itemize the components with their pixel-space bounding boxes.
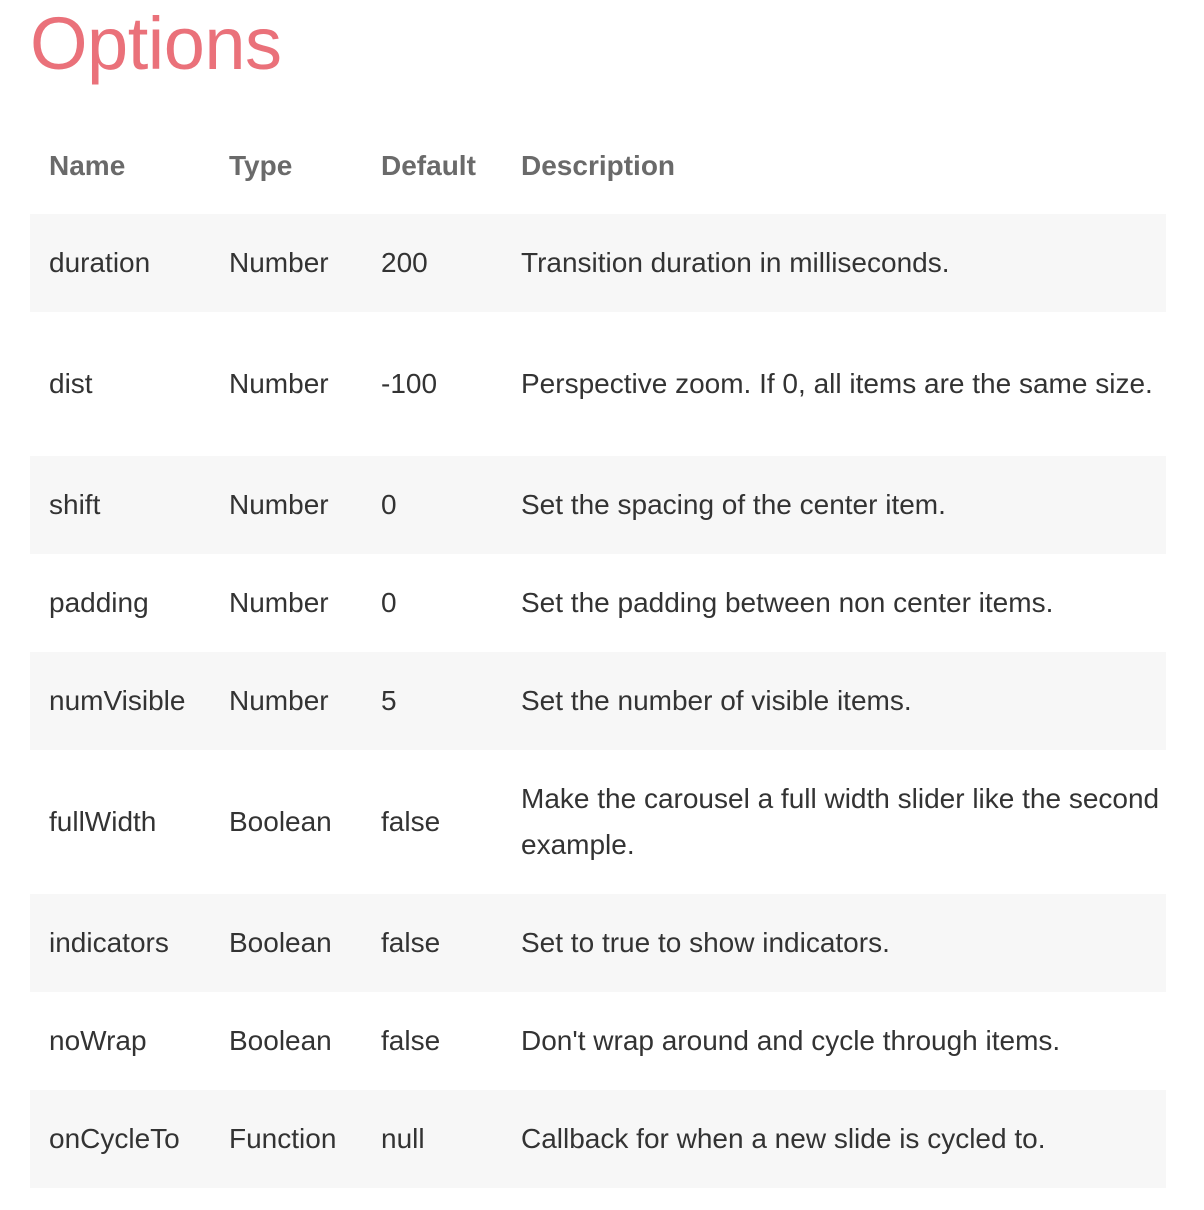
table-row [30, 992, 1166, 1090]
option-default: 0 [381, 587, 397, 618]
header-name: Name [49, 150, 126, 181]
option-type: Number [229, 587, 329, 618]
option-type: Boolean [229, 927, 332, 958]
option-description: Transition duration in milliseconds. [521, 247, 950, 278]
header-description: Description [521, 150, 676, 181]
table-row [30, 456, 1166, 554]
option-name: shift [49, 489, 101, 520]
option-name: indicators [49, 927, 169, 958]
table-row [30, 312, 1166, 456]
option-description: Make the carousel a full width slider like the second example. [521, 783, 1160, 860]
option-default: 200 [381, 247, 428, 278]
option-description: Set the number of visible items. [521, 685, 912, 716]
header-type: Type [229, 150, 293, 181]
option-default: 0 [381, 489, 397, 520]
options-table [30, 118, 1166, 1188]
table-row [30, 214, 1166, 312]
option-name: numVisible [49, 685, 186, 716]
option-default: -100 [381, 368, 438, 399]
option-description: Perspective zoom. If 0, all items are the same size. [521, 368, 1153, 399]
header-default: Default [381, 150, 476, 181]
table-row [30, 750, 1166, 894]
table-row [30, 1090, 1166, 1188]
option-default: null [381, 1123, 425, 1154]
option-type: Number [229, 247, 329, 278]
page-title: Options [30, 2, 282, 85]
option-description: Callback for when a new slide is cycled to. [521, 1123, 1046, 1154]
option-name: padding [49, 587, 149, 618]
table-header [30, 118, 1166, 214]
option-default: false [381, 1025, 441, 1056]
option-type: Number [229, 489, 329, 520]
table-row [30, 554, 1166, 652]
option-default: false [381, 806, 441, 837]
option-type: Number [229, 368, 329, 399]
option-name: duration [49, 247, 151, 278]
option-name: noWrap [49, 1025, 147, 1056]
option-type: Boolean [229, 806, 332, 837]
option-description: Set to true to show indicators. [521, 927, 890, 958]
table-body [30, 214, 1166, 1188]
option-description: Set the spacing of the center item. [521, 489, 946, 520]
table-row [30, 652, 1166, 750]
option-name: fullWidth [49, 806, 157, 837]
option-type: Function [229, 1123, 337, 1154]
option-type: Boolean [229, 1025, 332, 1056]
option-name: onCycleTo [49, 1123, 180, 1154]
option-default: 5 [381, 685, 397, 716]
option-name: dist [49, 368, 93, 399]
option-default: false [381, 927, 441, 958]
option-type: Number [229, 685, 329, 716]
header-row [30, 118, 1166, 214]
option-description: Set the padding between non center items. [521, 587, 1054, 618]
table-row [30, 894, 1166, 992]
option-description: Don't wrap around and cycle through items. [521, 1025, 1061, 1056]
